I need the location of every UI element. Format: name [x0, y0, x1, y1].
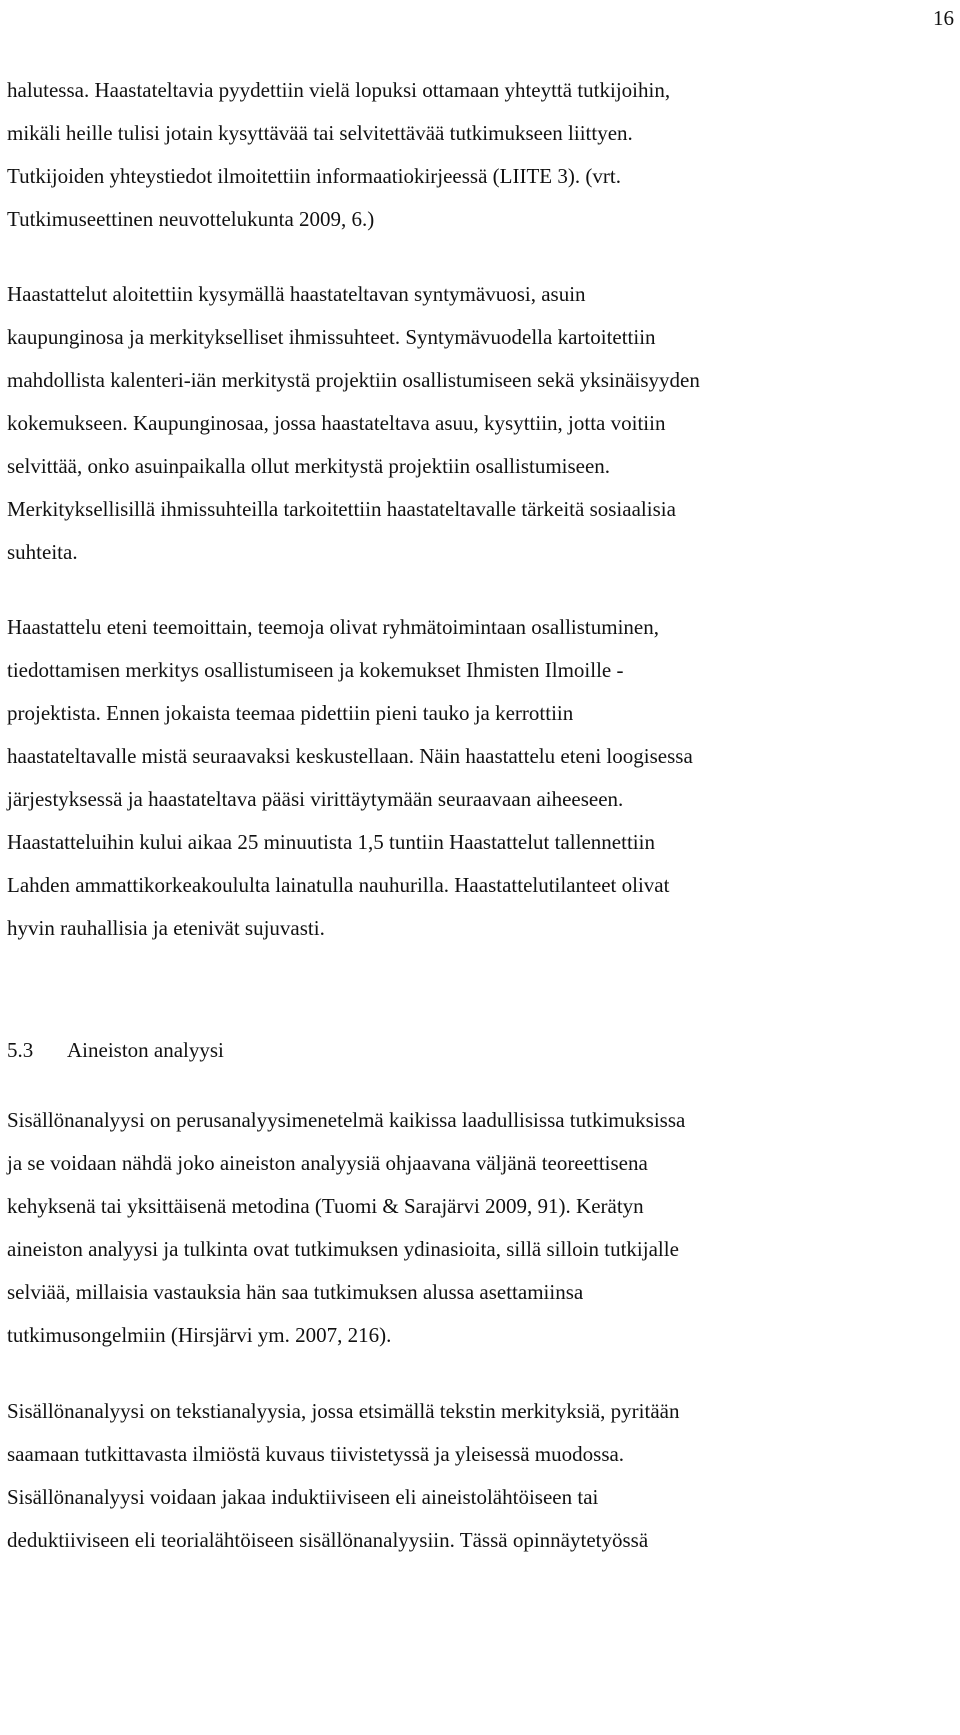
paragraph-4-line-6: tutkimusongelmiin (Hirsjärvi ym. 2007, 216). — [7, 1323, 392, 1347]
paragraph-2-line-4: kokemukseen. Kaupunginosaa, jossa haastateltava asuu, kysyttiin, jotta voitiin — [7, 411, 666, 435]
paragraph-4-line-1: Sisällönanalyysi on perusanalyysimenetelmä kaikissa laadullisissa tutkimuksissa — [7, 1108, 686, 1132]
paragraph-3-line-8: hyvin rauhallisia ja etenivät sujuvasti. — [7, 916, 325, 940]
paragraph-4-line-5: selviää, millaisia vastauksia hän saa tutkimuksen alussa asettamiinsa — [7, 1280, 584, 1304]
page-number: 16 — [933, 6, 954, 30]
paragraph-3-line-2: tiedottamisen merkitys osallistumiseen ja kokemukset Ihmisten Ilmoille - — [7, 658, 624, 682]
section-heading — [7, 1036, 224, 1064]
paragraph-3-line-5: järjestyksessä ja haastateltava pääsi virittäytymään seuraavaan aiheeseen. — [7, 787, 624, 811]
paragraph-3-line-3: projektista. Ennen jokaista teemaa pidettiin pieni tauko ja kerrottiin — [7, 701, 574, 725]
paragraph-4-line-3: kehyksenä tai yksittäisenä metodina (Tuomi & Sarajärvi 2009, 91). Kerätyn — [7, 1194, 644, 1218]
paragraph-2-line-2: kaupunginosa ja merkitykselliset ihmissuhteet. Syntymävuodella kartoitettiin — [7, 325, 656, 349]
paragraph-1-line-3: Tutkijoiden yhteystiedot ilmoitettiin informaatiokirjeessä (LIITE 3). (vrt. — [7, 164, 621, 188]
paragraph-4-line-2: ja se voidaan nähdä joko aineiston analyysiä ohjaavana väljänä teoreettisena — [7, 1151, 648, 1175]
paragraph-1-line-2: mikäli heille tulisi jotain kysyttävää tai selvitettävää tutkimukseen liittyen. — [7, 121, 633, 145]
paragraph-5-line-1: Sisällönanalyysi on tekstianalyysia, jossa etsimällä tekstin merkityksiä, pyritään — [7, 1399, 680, 1423]
paragraph-3-line-7: Lahden ammattikorkeakoululta lainatulla nauhurilla. Haastattelutilanteet olivat — [7, 873, 670, 897]
paragraph-3-line-6: Haastatteluihin kului aikaa 25 minuutista 1,5 tuntiin Haastattelut tallennettiin — [7, 830, 655, 854]
paragraph-1-line-1: halutessa. Haastateltavia pyydettiin vielä lopuksi ottamaan yhteyttä tutkijoihin, — [7, 78, 671, 102]
paragraph-2-line-5: selvittää, onko asuinpaikalla ollut merkitystä projektiin osallistumiseen. — [7, 454, 611, 478]
section-title: Aineiston analyysi — [67, 1038, 224, 1062]
paragraph-3-line-4: haastateltavalle mistä seuraavaksi keskustellaan. Näin haastattelu eteni loogisessa — [7, 744, 693, 768]
paragraph-5-line-4: deduktiiviseen eli teorialähtöiseen sisällönanalyysiin. Tässä opinnäytetyössä — [7, 1528, 649, 1552]
paragraph-4-line-4: aineiston analyysi ja tulkinta ovat tutkimuksen ydinasioita, sillä silloin tutkijalle — [7, 1237, 679, 1261]
paragraph-3-line-1: Haastattelu eteni teemoittain, teemoja olivat ryhmätoimintaan osallistuminen, — [7, 615, 659, 639]
paragraph-1-line-4: Tutkimuseettinen neuvottelukunta 2009, 6.) — [7, 207, 375, 231]
paragraph-2-line-6: Merkityksellisillä ihmissuhteilla tarkoitettiin haastateltavalle tärkeitä sosiaalisia — [7, 497, 676, 521]
paragraph-2-line-7: suhteita. — [7, 540, 78, 564]
paragraph-2-line-3: mahdollista kalenteri-iän merkitystä projektiin osallistumiseen sekä yksinäisyyden — [7, 368, 700, 392]
paragraph-5-line-2: saamaan tutkittavasta ilmiöstä kuvaus tiivistetyssä ja yleisessä muodossa. — [7, 1442, 625, 1466]
paragraph-2-line-1: Haastattelut aloitettiin kysymällä haastateltavan syntymävuosi, asuin — [7, 282, 586, 306]
section-number: 5.3 — [7, 1038, 34, 1062]
paragraph-5-line-3: Sisällönanalyysi voidaan jakaa induktiiviseen eli aineistolähtöiseen tai — [7, 1485, 599, 1509]
